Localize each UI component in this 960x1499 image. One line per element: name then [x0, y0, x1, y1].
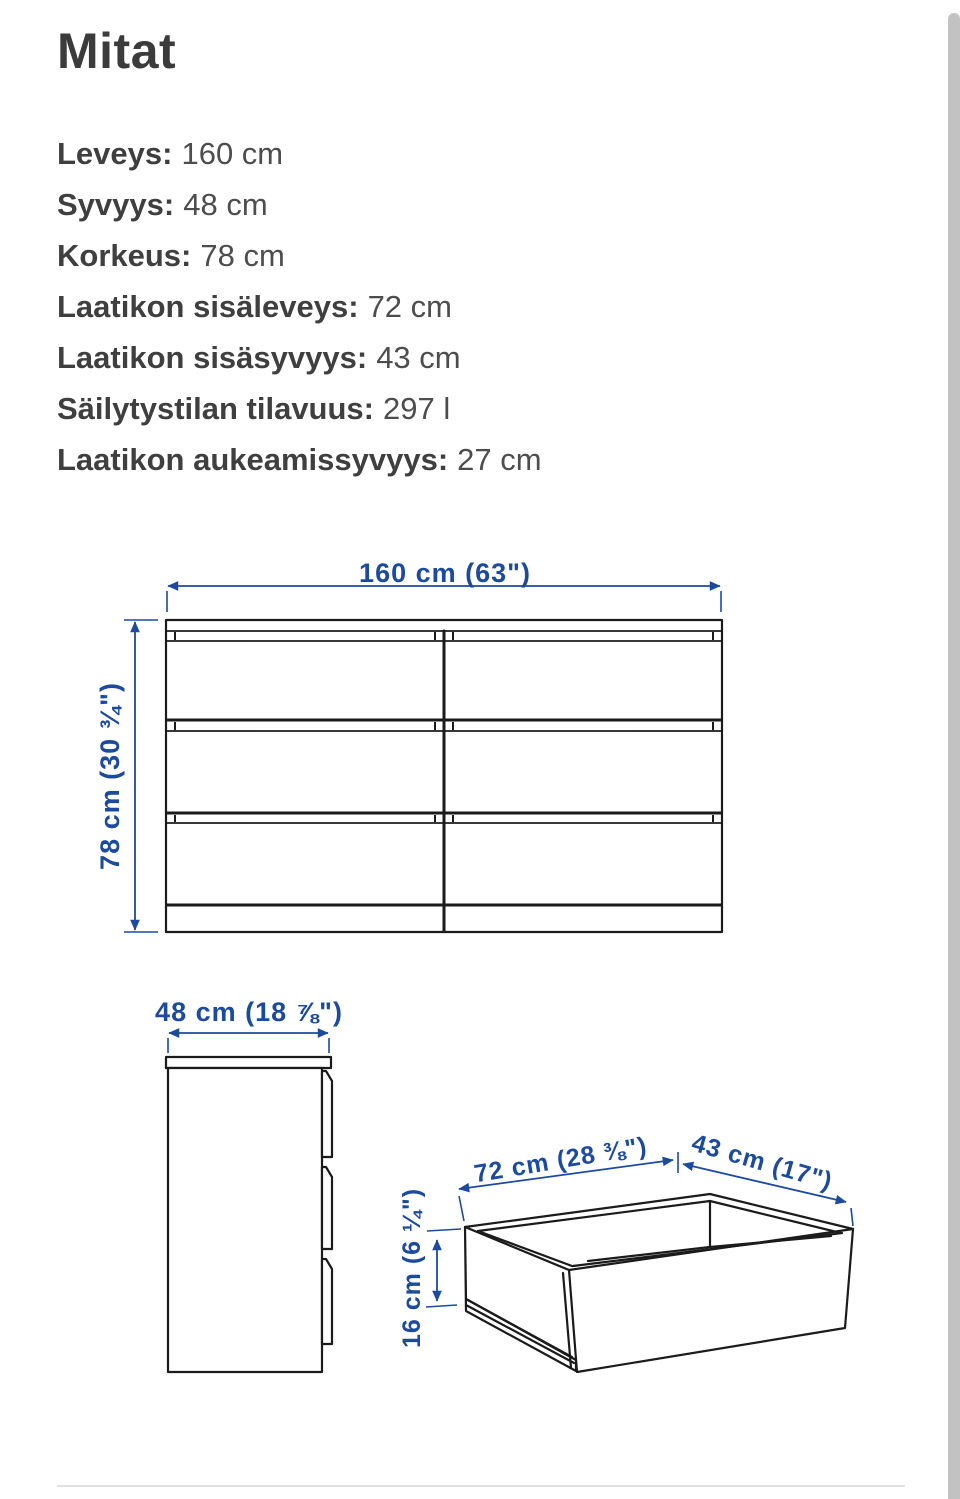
dimension-height-label: 78 cm (30 ¾") [95, 682, 125, 870]
drawer-rim-outer [465, 1194, 853, 1229]
spec-label: Korkeus: [57, 238, 192, 273]
spec-label: Syvyys: [57, 187, 175, 222]
side-top-panel [166, 1057, 331, 1068]
spec-value: 78 cm [200, 238, 285, 273]
spec-label: Laatikon sisäsyvyys: [57, 340, 368, 375]
spec-label: Säilytystilan tilavuus: [57, 391, 374, 426]
dimension-height-78 [95, 620, 158, 932]
spec-value: 72 cm [367, 289, 452, 324]
side-drawer-front-2 [322, 1167, 332, 1249]
side-body [168, 1068, 322, 1372]
drawer-left-top-edge [465, 1227, 569, 1270]
spec-row-storage-volume [57, 383, 542, 434]
drawer-rail-line [466, 1305, 574, 1363]
front-view-drawing [95, 558, 722, 932]
side-drawer-front-1 [322, 1071, 332, 1157]
dimension-inner-width-72 [459, 1132, 678, 1221]
dimension-depth-label: 48 cm (18 ⅞") [155, 997, 343, 1027]
dresser-side-art [166, 1057, 332, 1372]
spec-value: 297 l [383, 391, 451, 426]
spec-row-width [57, 128, 542, 179]
spec-value: 27 cm [457, 442, 542, 477]
bottom-divider [57, 1485, 905, 1487]
extension-line [426, 1305, 457, 1307]
spec-row-drawer-opening-depth [57, 434, 542, 485]
dimensions-diagram [0, 540, 960, 1460]
spec-row-depth [57, 179, 542, 230]
side-view-drawing [155, 997, 343, 1372]
dimension-inner-depth-43 [683, 1129, 853, 1226]
extension-line [427, 1229, 461, 1231]
dimension-inner-height-16 [398, 1188, 461, 1348]
spec-value: 43 cm [376, 340, 461, 375]
extension-line [459, 1196, 464, 1221]
drawer-rail-line [466, 1299, 572, 1357]
spec-row-drawer-inner-depth [57, 332, 542, 383]
side-drawer-front-3 [322, 1259, 332, 1344]
spec-label: Laatikon aukeamissyvyys: [57, 442, 449, 477]
dimension-inner-width-label: 72 cm (28 ⅜") [472, 1131, 650, 1189]
scrollbar-thumb[interactable] [948, 13, 960, 1499]
drawer-box-art [465, 1194, 853, 1372]
dresser-front-art [166, 620, 722, 932]
page-title: Mitat [57, 23, 177, 79]
spec-list [57, 128, 542, 485]
spec-row-height [57, 230, 542, 281]
dimension-inner-depth-label: 43 cm (17") [688, 1128, 836, 1196]
spec-value: 48 cm [183, 187, 268, 222]
drawer-isometric-drawing [398, 1129, 853, 1372]
dimension-width-label: 160 cm (63") [359, 558, 531, 588]
drawer-inner-left-top [478, 1231, 572, 1266]
spec-row-drawer-inner-width [57, 281, 542, 332]
dimension-depth-48 [155, 997, 343, 1053]
drawer-front-panel [569, 1229, 853, 1372]
spec-label: Leveys: [57, 136, 173, 171]
extension-line [851, 1208, 853, 1226]
spec-value: 160 cm [181, 136, 284, 171]
dimension-inner-height-label: 16 cm (6 ¼") [398, 1187, 426, 1349]
dimension-width-160 [167, 558, 721, 612]
spec-label: Laatikon sisäleveys: [57, 289, 359, 324]
